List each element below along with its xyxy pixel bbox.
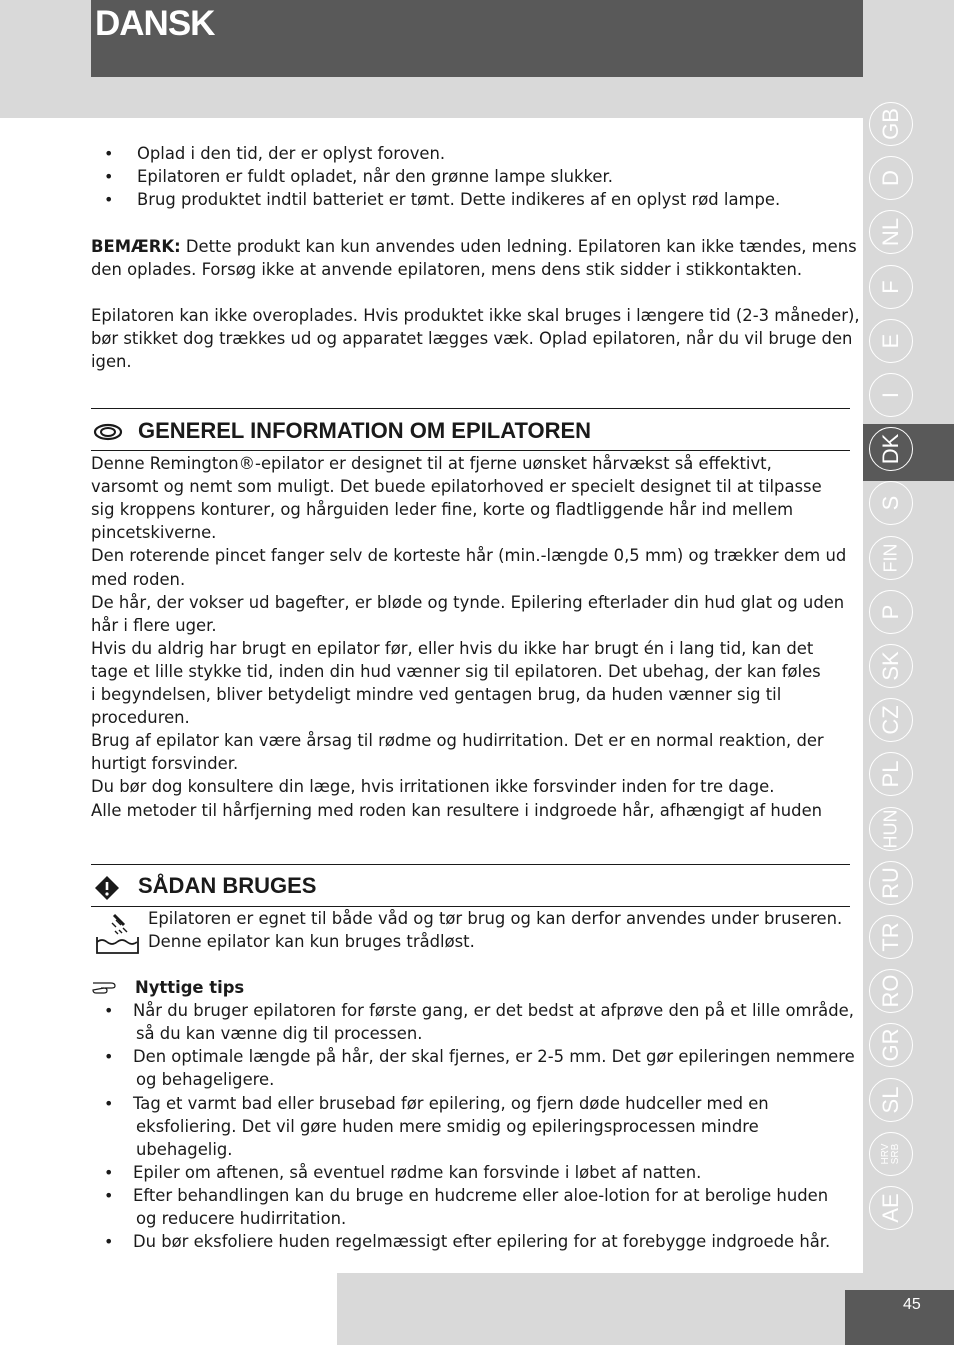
list-item: ubehagelig. [136, 1140, 233, 1160]
paragraph-line: Epilatoren kan ikke overoplades. Hvis produktet ikke skal bruges i længere tid (2-3 måneder), [91, 306, 860, 325]
language-tab-fin[interactable] [869, 536, 913, 580]
language-tab-label: CZ [878, 705, 903, 735]
language-tab-ru[interactable] [869, 861, 913, 905]
bullet-marker: • [104, 1094, 114, 1113]
list-item: Brug produktet indtil batteriet er tømt. Dette indikeres af en oplyst rød lampe. [137, 190, 781, 209]
paragraph-line: hår i flere uger. [91, 615, 217, 635]
paragraph-line: igen. [91, 352, 132, 371]
language-tab-label: HRV SRB [880, 1143, 901, 1165]
language-tab-label: FIN [880, 543, 901, 573]
language-tab-gr[interactable] [869, 1023, 913, 1067]
bullet-marker: • [104, 1232, 114, 1251]
paragraph-line: Denne Remington®-epilator er designet til at fjerne uønsket hårvækst så effektivt, [91, 454, 772, 473]
list-item: Når du bruger epilatoren for første gang, er det bedst at afprøve den på et lille område, [133, 1001, 854, 1020]
language-tab-label: GB [878, 108, 903, 140]
paragraph-line: sig kroppens konturer, og hårguiden leder fine, korte og fladtliggende hår ind mellem [91, 500, 794, 520]
paragraph-line: Alle metoder til hårfjerning med roden kan resultere i indgroede hår, afhængigt af huden [91, 800, 823, 820]
diamond-icon [94, 875, 120, 901]
paragraph-line: Den roterende pincet fanger selv de korteste hår (min.-længde 0,5 mm) og trækker dem ud [91, 546, 847, 566]
paragraph-line: De hår, der vokser ud bagefter, er bløde og tynde. Epilering efterlader din hud glat og uden [91, 592, 845, 612]
page-title: DANSK [95, 4, 215, 43]
paragraph-line: pincetskiverne. [91, 523, 217, 543]
bullet-marker: • [104, 190, 114, 209]
list-item: Den optimale længde på hår, der skal fjernes, er 2-5 mm. Det gør epileringen nemmere [133, 1047, 855, 1066]
tips-title: Nyttige tips [135, 978, 245, 997]
language-tab-gb[interactable] [869, 102, 913, 146]
language-tab-label: RO [878, 974, 903, 1008]
section-title: SÅDAN BRUGES [138, 873, 317, 898]
language-tab-label: P [878, 604, 903, 620]
paragraph-line: Hvis du aldrig har brugt en epilator før, eller hvis du ikke har brugt én i lang tid, kan det [91, 638, 814, 658]
list-item: Oplad i den tid, der er oplyst foroven. [137, 144, 446, 163]
paragraph-line: med roden. [91, 569, 186, 589]
language-tab-label: DK [878, 433, 903, 465]
language-tab-s[interactable] [869, 481, 913, 525]
language-tab-label: GR [878, 1028, 903, 1062]
language-tab-d[interactable] [869, 156, 913, 200]
paragraph-line: bør stikket dog trækkes ud og apparatet lægges væk. Oplad epilatoren, når du vil bruge den [91, 329, 853, 348]
section-title: GENEREL INFORMATION OM EPILATOREN [138, 418, 592, 443]
language-tab-label: SL [878, 1086, 903, 1114]
language-tab-p[interactable] [869, 590, 913, 634]
language-tab-label: AE [878, 1193, 903, 1223]
language-tab-dk[interactable] [869, 427, 913, 471]
language-tab-label: F [878, 279, 903, 294]
note-paragraph [91, 235, 857, 258]
language-tab-label: I [878, 391, 903, 399]
bullet-marker: • [104, 1001, 114, 1020]
language-tab-ro[interactable] [869, 969, 913, 1013]
language-tab-f[interactable] [869, 265, 913, 309]
language-tab-nl[interactable] [869, 210, 913, 254]
language-tab-label: SK [878, 651, 903, 681]
paragraph-line: hurtigt forsvinder. [91, 754, 239, 774]
paragraph-line: Brug af epilator kan være årsag til rødme og hudirritation. Det er en normal reaktion, der [91, 731, 824, 751]
note-label: BEMÆRK: [91, 237, 181, 256]
list-item: Epilatoren er fuldt opladet, når den grønne lampe slukker. [137, 167, 613, 186]
language-tab-e[interactable] [869, 319, 913, 363]
bullet-marker: • [104, 144, 114, 163]
language-tab-i[interactable] [869, 373, 913, 417]
language-tab-tr[interactable] [869, 915, 913, 959]
note-text: den oplades. Forsøg ikke at anvende epilatoren, mens dens stik sidder i stikkontakten. [91, 260, 803, 279]
list-item: Efter behandlingen kan du bruge en hudcreme eller aloe-lotion for at berolige huden [133, 1186, 829, 1205]
language-tab-hun[interactable] [869, 807, 913, 851]
language-tab-label: E [878, 333, 903, 349]
page-number: 45 [903, 1296, 921, 1313]
section-divider [91, 450, 850, 451]
language-tab-label: RU [878, 866, 903, 899]
list-item: Epiler om aftenen, så eventuel rødme kan forsvinde i løbet af natten. [133, 1163, 702, 1182]
bullet-marker: • [104, 167, 114, 186]
paragraph-line: i begyndelsen, bliver betydeligt mindre ved gentagen brug, da huden vænner sig til [91, 685, 782, 704]
language-tab-label: S [878, 496, 903, 511]
list-item: eksfoliering. Det vil gøre huden mere smidig og epileringsprocessen mindre [136, 1117, 759, 1137]
note-text: Dette produkt kan kun anvendes uden ledning. Epilatoren kan ikke tændes, mens [180, 237, 857, 256]
language-tab-label: TR [878, 922, 903, 952]
footer-panel [0, 1273, 337, 1345]
page-number-box [845, 1290, 954, 1345]
section-divider [91, 864, 850, 865]
language-tab-label: PL [878, 760, 903, 788]
list-item: Du bør eksfoliere huden regelmæssigt efter epilering for at forebygge indgroede hår. [133, 1232, 831, 1251]
language-tab-label: D [878, 170, 903, 187]
eye-icon [93, 422, 123, 442]
shower-water-icon [94, 911, 142, 957]
list-item: og reducere hudirritation. [136, 1209, 347, 1229]
list-item: så du kan vænne dig til processen. [136, 1024, 423, 1044]
language-tab-ae[interactable] [869, 1186, 913, 1230]
language-tab-sl[interactable] [869, 1078, 913, 1122]
pointing-hand-icon [91, 978, 119, 996]
language-tab-hrv-srb[interactable] [869, 1132, 913, 1176]
paragraph-line: Epilatoren er egnet til både våd og tør brug og kan derfor anvendes under bruseren. [148, 909, 843, 928]
list-item: Tag et varmt bad eller brusebad før epilering, og fjern døde hudceller med en [133, 1094, 769, 1113]
paragraph-line: tage et lille stykke tid, inden din hud vænner sig til epilatoren. Det ubehag, der kan føles [91, 661, 821, 681]
language-tab-sk[interactable] [869, 644, 913, 688]
paragraph-line: Denne epilator kan kun bruges trådløst. [148, 932, 475, 951]
language-tab-pl[interactable] [869, 752, 913, 796]
paragraph-line: Du bør dog konsultere din læge, hvis irritationen ikke forsvinder inden for tre dage. [91, 777, 775, 797]
bullet-marker: • [104, 1047, 114, 1066]
list-item: og behageligere. [136, 1070, 275, 1090]
bullet-marker: • [104, 1186, 114, 1205]
language-tab-label: HUN [880, 809, 901, 849]
language-tab-cz[interactable] [869, 698, 913, 742]
header-bar [91, 0, 863, 77]
paragraph-line: proceduren. [91, 708, 190, 728]
language-tab-label: NL [878, 218, 903, 247]
section-divider [91, 408, 850, 409]
bullet-marker: • [104, 1163, 114, 1182]
paragraph-line: varsomt og nemt som muligt. Det buede epilatorhoved er specielt designet til at tilpasse [91, 477, 822, 497]
